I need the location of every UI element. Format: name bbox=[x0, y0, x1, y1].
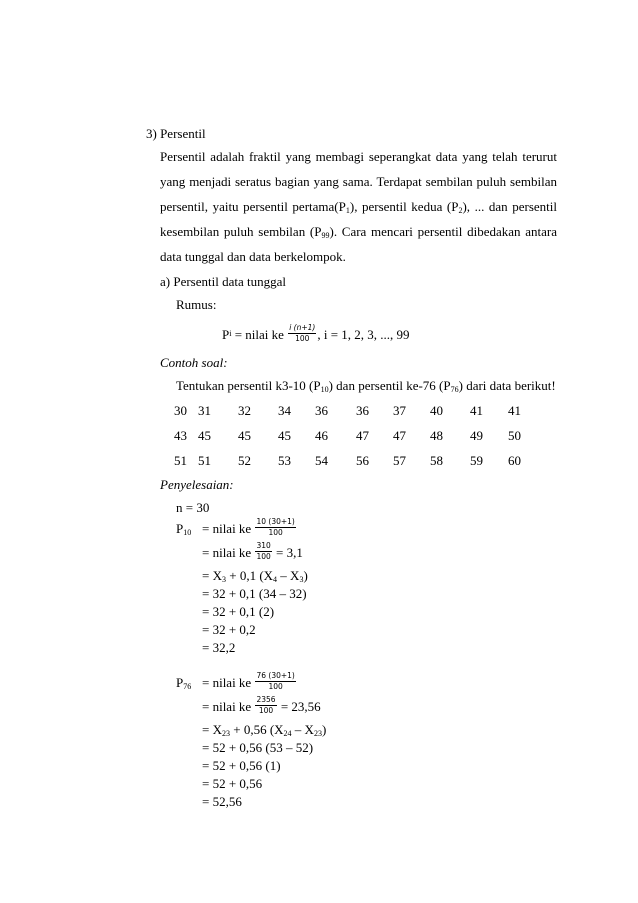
rumus-label: Rumus: bbox=[176, 297, 217, 312]
formula-fraction: $\frac{i (n+1)}{100}$ bbox=[289, 323, 316, 343]
data-cell: 37 bbox=[393, 403, 406, 418]
data-cell: 46 bbox=[315, 428, 328, 443]
p76-line-4: = 52 + 0,56 (53 – 52) bbox=[202, 740, 314, 755]
data-cell: 47 bbox=[356, 428, 369, 443]
data-cell: 45 bbox=[198, 428, 211, 443]
data-cell: 54 bbox=[315, 453, 328, 468]
data-cell: 30 bbox=[174, 403, 187, 418]
data-cell: 40 bbox=[430, 403, 443, 418]
p10-line-6: = 32 + 0,2 bbox=[202, 622, 256, 637]
contoh-soal-label: Contoh soal: bbox=[160, 355, 228, 370]
section-heading: 3) Persentil bbox=[146, 126, 206, 141]
data-cell: 51 bbox=[198, 453, 211, 468]
data-cell: 52 bbox=[238, 453, 251, 468]
paragraph-line-4: kesembilan puluh sembilan $(P_{99})$. Cara mencari persentil dibedakan antara bbox=[160, 224, 558, 240]
p76-line-5: = 52 + 0,56 (1) bbox=[202, 758, 281, 773]
data-cell: 45 bbox=[238, 428, 251, 443]
p10-fraction-2: $\frac{310}{100}$ bbox=[256, 541, 271, 561]
data-cell: 34 bbox=[278, 403, 291, 418]
data-cell: 60 bbox=[508, 453, 521, 468]
paragraph-line-2: yang menjadi seratus bagian yang sama. Terdapat sembilan puluh sembilan bbox=[160, 174, 557, 189]
p76-line-2: = nilai ke $\frac{2356}{100}$ = 23,56 bbox=[202, 695, 321, 715]
p10-line-2: = nilai ke $\frac{310}{100}$ = 3,1 bbox=[202, 541, 303, 561]
p10-line-3: = $X_3 + 0,1$ $(X_4 - X_3)$ bbox=[202, 568, 308, 584]
p76-line-1: $P_{76}$ = nilai ke $\frac{76 (30+1)}{100}$ bbox=[176, 671, 295, 691]
p76-line-6: = 52 + 0,56 bbox=[202, 776, 263, 791]
p10-line-4: = 32 + 0,1 (34 – 32) bbox=[202, 586, 307, 601]
p76-fraction-2: $\frac{2356}{100}$ bbox=[256, 695, 276, 715]
p10-label: $P_{10}$ bbox=[176, 520, 192, 537]
p10-line-7: = 32,2 bbox=[202, 640, 236, 655]
data-cell: 43 bbox=[174, 428, 187, 443]
data-cell: 58 bbox=[430, 453, 443, 468]
data-cell: 41 bbox=[508, 403, 521, 418]
data-cell: 51 bbox=[174, 453, 187, 468]
data-cell: 31 bbox=[198, 403, 211, 418]
data-cell: 36 bbox=[356, 403, 369, 418]
p76-fraction-1: $\frac{76 (30+1)}{100}$ bbox=[256, 671, 295, 691]
data-cell: 41 bbox=[470, 403, 483, 418]
percentile-formula: P i = nilai ke $\frac{i (n+1)}{100}$ , i = 1, 2, 3, ..., 99 bbox=[222, 323, 410, 343]
paragraph-line-1: Persentil adalah fraktil yang membagi seperangkat data yang telah terurut bbox=[160, 149, 557, 164]
p76-line-7: = 52,56 bbox=[202, 794, 242, 809]
p10-line-5: = 32 + 0,1 (2) bbox=[202, 604, 275, 619]
data-cell: 32 bbox=[238, 403, 251, 418]
subheading-persentil-data-tunggal: a) Persentil data tunggal bbox=[160, 274, 286, 289]
data-cell: 36 bbox=[315, 403, 328, 418]
data-cell: 57 bbox=[393, 453, 406, 468]
n-value: n = 30 bbox=[176, 500, 210, 515]
data-cell: 48 bbox=[430, 428, 443, 443]
data-cell: 49 bbox=[470, 428, 483, 443]
paragraph-line-3: persentil, yaitu persentil $pertama(P_1)$, persentil kedua $(P_2)$, ... dan persentil bbox=[160, 199, 557, 215]
formula-lhs: P bbox=[222, 326, 230, 342]
data-cell: 50 bbox=[508, 428, 521, 443]
p10-fraction-1: $\frac{10 (30+1)}{100}$ bbox=[256, 517, 295, 537]
penyelesaian-label: Penyelesaian: bbox=[160, 477, 234, 492]
question-text: Tentukan persentil k3-10 $(P_{10})$ dan persentil ke-76 $(P_{76})$ dari data berikut! bbox=[176, 378, 556, 394]
data-cell: 47 bbox=[393, 428, 406, 443]
data-cell: 45 bbox=[278, 428, 291, 443]
paragraph-line-5: data tunggal dan data berkelompok. bbox=[160, 249, 346, 264]
data-cell: 56 bbox=[356, 453, 369, 468]
p10-line-1: $P_{10}$ = nilai ke $\frac{10 (30+1)}{100}$ bbox=[176, 517, 295, 537]
p76-label: $P_{76}$ bbox=[176, 674, 192, 691]
data-cell: 59 bbox=[470, 453, 483, 468]
data-cell: 53 bbox=[278, 453, 291, 468]
p76-line-3: = $X_{23} + 0,56$ $(X_{24} - X_{23})$ bbox=[202, 722, 327, 738]
